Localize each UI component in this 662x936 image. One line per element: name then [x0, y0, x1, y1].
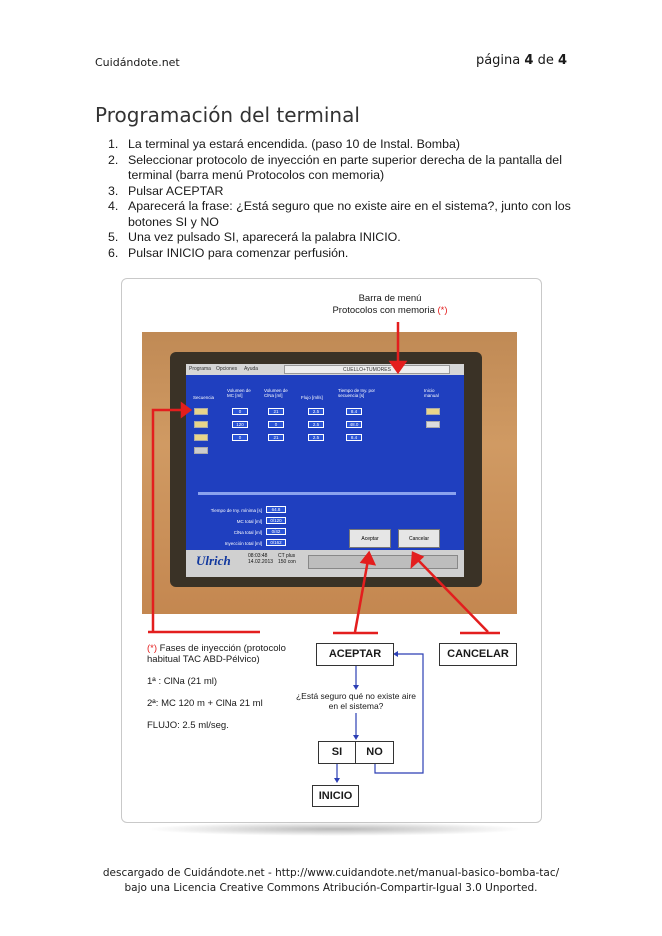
cell-time-1[interactable]: 8.4: [346, 408, 362, 415]
phases-arrow-head: [182, 404, 190, 416]
col-inicio: Inicio manual: [424, 388, 439, 398]
cancelar-box[interactable]: CANCELAR: [439, 643, 517, 666]
col-secuencia: Secuencia: [193, 395, 215, 400]
phase-1: 1ª : ClNa (21 ml): [147, 676, 218, 687]
screen-menu-ayuda[interactable]: Ayuda: [244, 366, 259, 372]
cell-mc-3[interactable]: 0: [232, 434, 248, 441]
accept-arrow-line: [355, 560, 368, 632]
col-flujo: Flujo [ml/s]: [301, 395, 323, 400]
cell-flow-3[interactable]: 2.5: [308, 434, 324, 441]
ulrich-logo: Ulrich: [196, 553, 231, 568]
flow-rate: FLUJO: 2.5 ml/seg.: [147, 720, 229, 731]
flow-arrow-2: [353, 735, 359, 740]
accept-arrow-head: [362, 553, 374, 564]
si-no-box: [318, 741, 394, 764]
step-text: Pulsar ACEPTAR: [128, 183, 224, 198]
step-text: Aparecerá la frase: ¿Está seguro que no existe aire en el sistema?, junto con los botones SI y NO: [128, 199, 571, 229]
injection-phases-note: (*) Fases de inyección (protocolo habitual TAC ABD-Pélvico) 1ª : ClNa (21 ml) 2ª: MC 120 m + ClNa 21 ml FLUJO: 2.5 ml/seg.: [147, 643, 297, 742]
page-prefix: página: [475, 53, 521, 68]
step-text: La terminal ya estará encendida. (paso 10 de Instal. Bomba): [128, 137, 460, 151]
screen-menu-programa[interactable]: Programa: [189, 366, 211, 372]
sum1-value: 64.8: [266, 506, 286, 513]
screen-accept-button[interactable]: Aceptar: [349, 529, 391, 548]
site-name: Cuidándote.net: [95, 56, 180, 69]
screen-cancel-button[interactable]: Cancelar: [398, 529, 440, 548]
screen-device: CT plus 150 con: [278, 553, 296, 565]
cell-cl-2[interactable]: 0: [268, 421, 284, 428]
footer-line-1: descargado de Cuidándote.net - http://www.cuidandote.net/manual-basico-bomba-tac/: [102, 867, 560, 879]
sum2-value: 0/120: [266, 517, 286, 524]
cell-mc-1[interactable]: 0: [232, 408, 248, 415]
sum4-label: Inyección total [ml]: [224, 541, 262, 546]
sum4-value: 0/162: [266, 539, 286, 546]
page-current: 4: [524, 53, 534, 68]
step-item: 2. Seleccionar protocolo de inyección en parte superior derecha de la pantalla del terminal (barra menú Protocolos con memoria): [108, 152, 562, 182]
cell-flow-1[interactable]: 2.5: [308, 408, 324, 415]
cell-flow-2[interactable]: 2.5: [308, 421, 324, 428]
cell-mc-2[interactable]: 120: [232, 421, 248, 428]
screen-clock: 08:03:48 14.02.2013: [248, 553, 274, 565]
screen-menu-opciones[interactable]: Opciones: [216, 366, 238, 372]
sum2-label: MC total [ml]: [236, 519, 262, 524]
step-text: Una vez pulsado SI, aparecerá la palabra INICIO.: [128, 230, 401, 244]
footer: [0, 866, 662, 896]
page-sep: de: [537, 53, 554, 68]
col-tiempo: Tiempo de Iny. por secuencia [s]: [338, 388, 376, 398]
flow-arrow-1: [353, 685, 359, 690]
phases-bracket: [153, 410, 182, 632]
cell-cl-1[interactable]: 21: [268, 408, 284, 415]
step-item: 1. La terminal ya estará encendida. (paso 10 de Instal. Bomba): [108, 137, 460, 151]
step-text: Pulsar INICIO para comenzar perfusión.: [128, 245, 349, 260]
step-item: 5. Una vez pulsado SI, aparecerá la palabra INICIO.: [108, 230, 401, 244]
menu-bar-label: Barra de menú Protocolos con memoria (*): [332, 293, 448, 316]
cell-time-3[interactable]: 8.4: [346, 434, 362, 441]
step-item: 4. Aparecerá la frase: ¿Está seguro que no existe aire en el sistema?, junto con los botones SI y NO: [108, 199, 571, 229]
cancel-arrow-line: [418, 560, 488, 632]
col-mc: Volumen de MC [ml]: [227, 388, 251, 398]
cell-time-2[interactable]: 48.0: [346, 421, 362, 428]
sum3-value: 0/42: [266, 528, 286, 535]
protocol-selector[interactable]: CUELLO+TUMORES: [284, 365, 450, 374]
air-question: ¿Está seguro qué no existe aire en el sistema?: [295, 691, 416, 711]
sum3-label: ClNa total [ml]: [233, 530, 262, 535]
sum1-label: Tiempo de Iny. mínima [s]: [210, 508, 262, 513]
menu-arrow-head: [391, 362, 405, 372]
section-title: Programación del terminal: [95, 103, 360, 127]
step-text: Seleccionar protocolo de inyección en parte superior derecha de la pantalla del terminal (barra menú Protocolos con memoria): [128, 152, 562, 182]
phase-2: 2ª: MC 120 m + ClNa 21 ml: [147, 698, 263, 709]
si-button[interactable]: SI: [319, 742, 356, 763]
step-item: 3. Pulsar ACEPTAR: [108, 183, 224, 198]
no-button[interactable]: NO: [366, 746, 383, 758]
flow-arrow-3: [334, 778, 340, 783]
footer-line-2: bajo una Licencia Creative Commons Atribución-Compartir-Igual 3.0 Unported.: [124, 882, 538, 894]
aceptar-box[interactable]: ACEPTAR: [316, 643, 394, 666]
step-item: 6. Pulsar INICIO para comenzar perfusión.: [108, 245, 349, 260]
inicio-box[interactable]: INICIO: [312, 785, 359, 807]
cell-cl-3[interactable]: 21: [268, 434, 284, 441]
page-total: 4: [557, 53, 567, 68]
col-clna: Volumen de ClNa [ml]: [264, 388, 288, 398]
